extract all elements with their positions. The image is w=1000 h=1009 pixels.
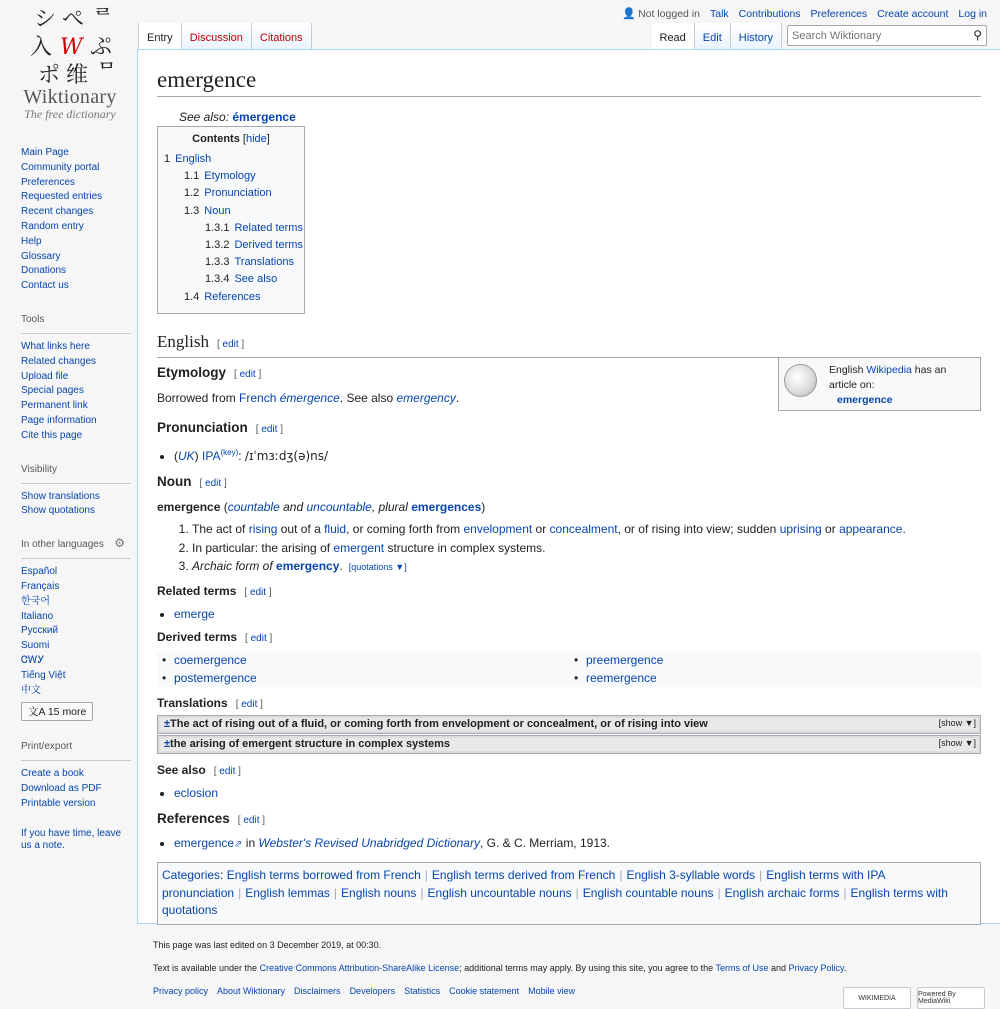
sidebar-nav-item [21, 176, 131, 191]
toc-item[interactable] [164, 220, 303, 237]
sidebar-nav-link[interactable]: Community portal [21, 161, 100, 173]
license-mid: ; additional terms may apply. By using this site, you agree to the [459, 963, 716, 973]
tab-read[interactable] [652, 23, 695, 50]
toc-item[interactable] [164, 151, 298, 168]
edit-section-link[interactable]: edit [243, 815, 260, 826]
edit-section-link[interactable]: edit [219, 766, 236, 777]
sidebar-tool-link[interactable]: Page information [21, 414, 97, 426]
toc-item[interactable] [164, 271, 298, 288]
license-text [153, 963, 983, 973]
wikipedia-link[interactable]: Wikipedia [866, 364, 912, 376]
toc-link[interactable]: References [204, 290, 261, 303]
quotations-toggle[interactable]: [quotations ▼] [348, 562, 407, 572]
toc-item[interactable] [164, 203, 298, 220]
category-link[interactable]: English terms borrowed from French [226, 868, 421, 882]
tools-heading: Tools [21, 310, 131, 334]
footer-link[interactable]: About Wiktionary [217, 986, 286, 996]
toc-link[interactable]: Derived terms [234, 239, 303, 252]
gear-icon[interactable]: ⚙ [114, 536, 125, 551]
tab-discussion-label[interactable]: Discussion [189, 32, 243, 44]
footer-link[interactable]: Statistics [404, 986, 441, 996]
toc-link[interactable]: Noun [204, 204, 231, 217]
personal-tools [622, 7, 987, 20]
not-logged-in [622, 7, 700, 20]
sidebar [21, 146, 131, 852]
search-input[interactable] [788, 27, 964, 46]
logo-title: Wiktionary [23, 86, 117, 108]
translations-heading-label: Translations [157, 696, 228, 710]
sidebar-print-item [21, 797, 131, 812]
category-link[interactable]: English terms with quotations [162, 885, 948, 917]
pronunciation-line [174, 444, 981, 465]
logo-subtitle: The free dictionary [24, 107, 116, 121]
derived-heading-label: Derived terms [157, 630, 238, 644]
def-link[interactable]: emergent [333, 540, 385, 555]
footer-link[interactable]: Privacy policy [153, 986, 209, 996]
def-link[interactable]: fluid [324, 522, 347, 536]
not-logged-in-label: Not logged in [638, 8, 700, 20]
category-link[interactable]: English nouns [341, 885, 417, 900]
create-account-link[interactable]: Create account [877, 7, 949, 20]
translation-gloss: The act of rising out of a fluid, or coming forth from envelopment or concealment, or of rising into view [170, 718, 708, 730]
languages-heading [21, 535, 131, 559]
sidebar-language-link[interactable]: Italiano [21, 610, 54, 622]
sidebar-nav-link[interactable]: Random entry [21, 220, 84, 232]
sidebar-tools [21, 310, 131, 444]
sidebar-language-link[interactable]: Español [21, 566, 58, 578]
edit-section-link[interactable]: edit [239, 369, 256, 380]
headword: emergence [157, 500, 221, 514]
toc-link[interactable]: Etymology [204, 170, 256, 183]
sidebar-language-item [21, 595, 131, 610]
category-link[interactable]: English archaic forms [724, 885, 840, 900]
sidebar-tool-link[interactable]: Permanent link [21, 400, 88, 412]
see-also-heading: See also [ edit ] [157, 763, 241, 777]
derived-term [569, 669, 981, 687]
derived-term [157, 651, 569, 669]
ipa-link[interactable]: IPA [202, 449, 221, 463]
sidebar-nav-link[interactable]: Glossary [21, 250, 61, 262]
derived-term [157, 669, 569, 687]
sidebar-tool-link[interactable]: Cite this page [21, 429, 83, 441]
sidebar-language-link[interactable]: Русский [21, 625, 59, 637]
sidebar-visibility [21, 460, 131, 520]
def-link[interactable]: uprising [779, 522, 822, 536]
category-separator: | [238, 885, 242, 900]
tab-history[interactable] [731, 23, 782, 50]
sidebar-nav-item [21, 190, 131, 205]
sidebar-tool-item [21, 355, 131, 370]
def-link[interactable]: envelopment [463, 522, 533, 536]
reference-rest: , G. & C. Merriam, 1913. [479, 836, 611, 850]
category-separator: | [759, 868, 763, 882]
category-separator: | [619, 868, 623, 882]
sidebar-language-item [21, 654, 131, 669]
derived-term [569, 651, 981, 669]
sidebar-nav-item [21, 250, 131, 265]
sidebar-nav-item [21, 205, 131, 220]
view-tabs [652, 23, 783, 50]
see-also-term-link[interactable]: eclosion [174, 786, 219, 800]
log-in-link[interactable]: Log in [958, 7, 987, 20]
sidebar-language-item [21, 610, 131, 625]
svg-text:入: 入 [30, 35, 53, 60]
search-box [787, 25, 987, 46]
sidebar-tool-link[interactable]: What links here [21, 340, 90, 352]
toc-number: 1.1 [184, 170, 200, 183]
see-also-prefix: See also: [179, 110, 233, 124]
pronunciation-heading: Pronunciation [ edit ] [157, 420, 283, 435]
sidebar-tool-item [21, 399, 131, 414]
sidebar-nav-link[interactable]: Preferences [21, 176, 75, 188]
last-edited: This page was last edited on 3 December 2019, at 00:30. [153, 940, 382, 950]
sidebar-language-link[interactable]: Français [21, 580, 60, 592]
wikipedia-box-suffix: has an article on: [829, 364, 947, 391]
edit-section-link[interactable]: edit [205, 478, 222, 489]
sidebar-nav-item [21, 146, 131, 161]
see-also-term-item [174, 784, 981, 802]
etymology-prefix: Borrowed from [157, 391, 240, 405]
categories-colon: : [220, 868, 227, 882]
leave-note-link[interactable]: If you have time, leave us a note. [21, 827, 122, 851]
category-link[interactable]: English 3-syllable words [626, 868, 756, 882]
svg-text:ぺ: ぺ [62, 7, 85, 32]
references-heading-label: References [157, 811, 230, 826]
license-link[interactable]: Creative Commons Attribution-ShareAlike License [259, 963, 460, 973]
toc-title: Contents [hide] [192, 133, 270, 145]
talk-link[interactable]: Talk [709, 7, 729, 20]
sidebar-nav-item [21, 220, 131, 235]
sidebar-print-item [21, 782, 131, 797]
tab-edit-label[interactable]: Edit [702, 32, 722, 44]
wikipedia-box-prefix: English [829, 364, 867, 376]
toc-link[interactable]: See also [234, 273, 278, 286]
tab-history-label[interactable]: History [738, 32, 773, 44]
footer-link[interactable]: Mobile view [528, 986, 576, 996]
toc-number: 1.4 [184, 290, 200, 303]
tab-entry-label[interactable]: Entry [147, 32, 173, 44]
toc-item[interactable] [164, 254, 298, 271]
def-link[interactable]: concealment [549, 522, 618, 536]
sidebar-nav-item [21, 235, 131, 250]
category-separator: | [424, 868, 428, 882]
sidebar-nav-link[interactable]: Main Page [21, 147, 69, 158]
languages-heading-label: In other languages [21, 539, 104, 551]
reference-item [174, 834, 981, 854]
sidebar-nav-link[interactable]: Recent changes [21, 206, 94, 218]
etymology-end: . [455, 391, 460, 405]
categories-box [157, 862, 981, 925]
category-link[interactable]: English uncountable nouns [427, 885, 572, 900]
pronunciation-section [157, 418, 981, 465]
related-term-link[interactable]: emerge [174, 607, 215, 621]
definitions-list [157, 520, 981, 577]
visibility-heading: Visibility [21, 460, 131, 484]
sidebar-tool-link[interactable]: Special pages [21, 385, 84, 397]
related-term-item [174, 605, 981, 623]
noun-section [157, 472, 981, 577]
sidebar-tool-link[interactable]: Upload file [21, 370, 69, 382]
edit-section-link[interactable]: edit [241, 699, 258, 710]
etymology-lang-link[interactable]: French [239, 391, 277, 405]
plural-form-link[interactable]: emergences [411, 500, 482, 514]
derived-terms-section [157, 628, 981, 687]
category-link[interactable]: English countable nouns [582, 885, 714, 900]
sidebar-tool-item [21, 414, 131, 429]
sidebar-language-item [21, 684, 131, 699]
svg-text:维: 维 [66, 63, 89, 88]
footer-link[interactable]: Cookie statement [449, 986, 520, 996]
translation-toggle-icon[interactable]: ± [164, 738, 171, 750]
top-bar [0, 0, 1000, 50]
translation-show-button[interactable]: [show ▼] [938, 718, 976, 728]
footer-link[interactable]: Developers [349, 986, 396, 996]
sidebar-visibility-item [21, 490, 131, 505]
toc-number: 1.3.2 [205, 239, 230, 252]
etymology-heading-label: Etymology [157, 365, 227, 380]
noun-headword-line [157, 500, 981, 514]
sidebar-nav-item [21, 161, 131, 176]
translation-toggle-icon[interactable]: ± [164, 718, 171, 730]
toc-title-label: Contents [192, 133, 240, 145]
svg-text:W: W [60, 35, 83, 60]
sidebar-language-item [21, 565, 131, 580]
english-heading-label: English [157, 332, 209, 351]
category-separator: | [717, 885, 721, 900]
toc-number: 1.3.3 [205, 256, 230, 269]
toc-number: 1.3.1 [205, 221, 230, 234]
toc-hide-link[interactable]: hide [245, 133, 267, 145]
see-also-hatnote-link[interactable]: émergence [232, 110, 296, 124]
translation-show-button[interactable]: [show ▼] [938, 738, 976, 748]
toc-number: 1.2 [184, 187, 200, 200]
etymology-mid: . See also [339, 391, 397, 405]
category-link[interactable]: English terms derived from French [431, 868, 616, 882]
derived-terms-grid [157, 651, 981, 687]
derived-term-link[interactable]: preemergence [586, 653, 664, 667]
footer-link[interactable]: Disclaimers [294, 986, 341, 996]
toc-item[interactable] [164, 237, 303, 254]
sidebar-tool-item [21, 429, 131, 444]
user-icon: 👤 [622, 8, 637, 20]
wikimedia-badge[interactable]: WIKIMEDIA [843, 987, 911, 1009]
contributions-link[interactable]: Contributions [738, 7, 801, 20]
translations-heading: Translations [ edit ] [157, 696, 263, 710]
derived-term-link[interactable]: coemergence [174, 653, 247, 667]
sidebar-print-link[interactable]: Download as PDF [21, 783, 102, 795]
print-heading: Print/export [21, 737, 131, 761]
see-also-heading-label: See also [157, 763, 206, 777]
pron-colon: : [238, 449, 245, 463]
tab-citations[interactable] [252, 23, 312, 50]
translation-table-header[interactable] [157, 735, 981, 754]
sidebar-language-item [21, 580, 131, 595]
noun-plural-label: , plural [371, 500, 412, 514]
categories-label-link[interactable]: Categories [162, 868, 221, 882]
pron-close: ) [194, 449, 203, 463]
definition-1: 1. The act of rising out of a fluid, or coming forth from envelopment or concealment, or of rising into view; sudden uprising or appearance. [192, 520, 981, 539]
edit-section-link[interactable]: edit [250, 633, 267, 644]
sidebar-nav-link[interactable]: Donations [21, 265, 67, 277]
edit-section-link[interactable]: edit [249, 587, 267, 598]
edit-section-link[interactable]: edit [261, 424, 278, 435]
related-terms-heading: Related terms [ edit ] [157, 584, 272, 598]
toc-link[interactable]: Related terms [234, 221, 303, 234]
sidebar-tool-item [21, 384, 131, 399]
derived-term-link[interactable]: postemergence [174, 671, 257, 685]
privacy-link[interactable]: Privacy Policy [788, 963, 844, 973]
toc-item[interactable] [164, 289, 298, 306]
mediawiki-badge[interactable]: Powered By MediaWiki [917, 987, 985, 1009]
dictionary-link[interactable]: Webster's Revised Unabridged Dictionary [258, 836, 480, 850]
sidebar-print [21, 737, 131, 811]
toc-link[interactable]: English [175, 153, 212, 165]
def-link[interactable]: rising [248, 522, 278, 536]
tab-read-label[interactable]: Read [659, 32, 686, 44]
noun-and: and [279, 500, 307, 514]
sidebar-nav-link[interactable]: Contact us [21, 280, 69, 292]
etymology-heading: Etymology [ edit ] [157, 365, 262, 380]
related-heading-label: Related terms [157, 584, 237, 598]
footer-badges [843, 987, 985, 1009]
main-content [137, 49, 1000, 924]
svg-text:シ: シ [34, 7, 57, 32]
toc-link[interactable]: Pronunciation [204, 187, 272, 200]
noun-open: ( [220, 500, 228, 514]
tab-edit[interactable] [695, 23, 731, 50]
sidebar-language-link[interactable]: Suomi [21, 640, 50, 652]
toc-item[interactable] [164, 185, 298, 202]
translations-section [157, 694, 981, 755]
page-title: emergence [157, 66, 981, 97]
references-heading: References [ edit ] [157, 811, 266, 826]
derived-term-link[interactable]: reemergence [586, 671, 657, 685]
toc-number: 1.3.4 [205, 273, 230, 286]
english-heading: English [ edit ] [157, 330, 981, 358]
sidebar-navigation [21, 146, 131, 294]
external-link-icon: ⇗ [234, 839, 243, 850]
etymology-section [157, 363, 981, 405]
def-link[interactable]: emergency [276, 559, 340, 573]
noun-heading: Noun [ edit ] [157, 474, 227, 489]
tab-entry[interactable] [138, 23, 182, 50]
english-section [157, 330, 981, 358]
license-end: . [843, 963, 847, 973]
table-of-contents [157, 126, 305, 314]
toc-link[interactable]: Translations [234, 256, 294, 269]
see-also-section [157, 761, 981, 802]
sidebar-visibility-link[interactable]: Show translations [21, 490, 100, 502]
preferences-link[interactable]: Preferences [810, 7, 868, 20]
search-icon[interactable]: ⚲ [973, 28, 982, 42]
sidebar-visibility-link[interactable]: Show quotations [21, 505, 95, 517]
toc-item[interactable] [164, 168, 298, 185]
pron-open: ( [174, 449, 178, 463]
sidebar-language-item [21, 669, 131, 684]
tab-discussion[interactable] [182, 23, 252, 50]
countable-link[interactable]: countable [227, 500, 280, 514]
sidebar-nav-item [21, 279, 131, 294]
uncountable-link[interactable]: uncountable [306, 500, 372, 514]
see-also-hatnote [179, 110, 981, 124]
sidebar-language-link[interactable]: Tiếng Việt [21, 669, 66, 681]
category-link[interactable]: English lemmas [245, 885, 330, 900]
etymology-see-link[interactable]: emergency [396, 391, 456, 405]
references-section [157, 809, 981, 854]
more-languages-button[interactable]: 文A 15 more [21, 702, 93, 721]
etymology-word-link[interactable]: émergence [279, 391, 340, 405]
sidebar-tool-item [21, 370, 131, 385]
svg-text:ᄆ: ᄆ [96, 61, 118, 86]
sidebar-nav-link[interactable]: Help [21, 235, 42, 247]
namespace-tabs [138, 23, 312, 50]
reference-in: in [242, 836, 259, 850]
svg-text:ᄅ: ᄅ [92, 7, 114, 32]
ipa-key-link[interactable]: (key) [220, 448, 239, 457]
license-and: and [768, 963, 789, 973]
sidebar-language-link[interactable]: 한국어 [21, 595, 50, 607]
sidebar-print-link[interactable]: Create a book [21, 768, 84, 780]
related-terms-section [157, 582, 981, 623]
def-link[interactable]: appearance [839, 522, 903, 536]
license-prefix: Text is available under the [153, 963, 260, 973]
toc-number: 1.3 [184, 204, 200, 217]
sidebar-tool-link[interactable]: Related changes [21, 355, 97, 367]
svg-text:ぷ: ぷ [90, 35, 113, 60]
sidebar-print-item [21, 767, 131, 782]
sidebar-language-link[interactable]: 中文 [21, 684, 41, 696]
category-separator: | [575, 885, 579, 900]
wikipedia-article-link[interactable]: emergence [837, 394, 893, 406]
noun-heading-label: Noun [157, 474, 192, 489]
category-separator: | [333, 885, 338, 900]
noun-close: ) [481, 500, 486, 514]
sidebar-visibility-item [21, 504, 131, 519]
sidebar-language-link[interactable]: ᏣᎳᎩ [21, 654, 45, 666]
definition-3: 3. Archaic form of emergency. [quotations ▼] [192, 557, 981, 577]
category-link[interactable]: English terms with IPA pronunciation [162, 868, 885, 900]
terms-link[interactable]: Terms of Use [715, 963, 769, 973]
sidebar-print-link[interactable]: Printable version [21, 797, 96, 809]
pronunciation-heading-label: Pronunciation [157, 420, 248, 435]
sidebar-nav-link[interactable]: Requested entries [21, 191, 103, 203]
translation-table-header[interactable] [157, 715, 981, 734]
sidebar-language-item [21, 639, 131, 654]
definition-2: 2. In particular: the arising of emergent structure in complex systems. [192, 539, 981, 558]
tab-citations-label[interactable]: Citations [259, 32, 303, 44]
sidebar-nav-item [21, 264, 131, 279]
edit-section-link[interactable]: edit [222, 339, 239, 350]
ipa-value: /ɪˈmɜːdʒ(ə)ns/ [244, 449, 329, 463]
derived-terms-heading: Derived terms [ edit ] [157, 630, 273, 644]
translation-gloss: the arising of emergent structure in complex systems [170, 738, 451, 750]
toc-number: 1 [164, 153, 171, 165]
category-separator: | [843, 885, 847, 900]
pron-region-link[interactable]: UK [178, 449, 195, 463]
sidebar-language-item [21, 624, 131, 639]
category-separator: | [420, 885, 424, 900]
svg-text:ポ: ポ [38, 63, 61, 88]
reference-link[interactable]: emergence [174, 836, 235, 850]
sidebar-languages [21, 535, 131, 721]
etymology-text [157, 391, 981, 405]
sidebar-tool-item [21, 340, 131, 355]
